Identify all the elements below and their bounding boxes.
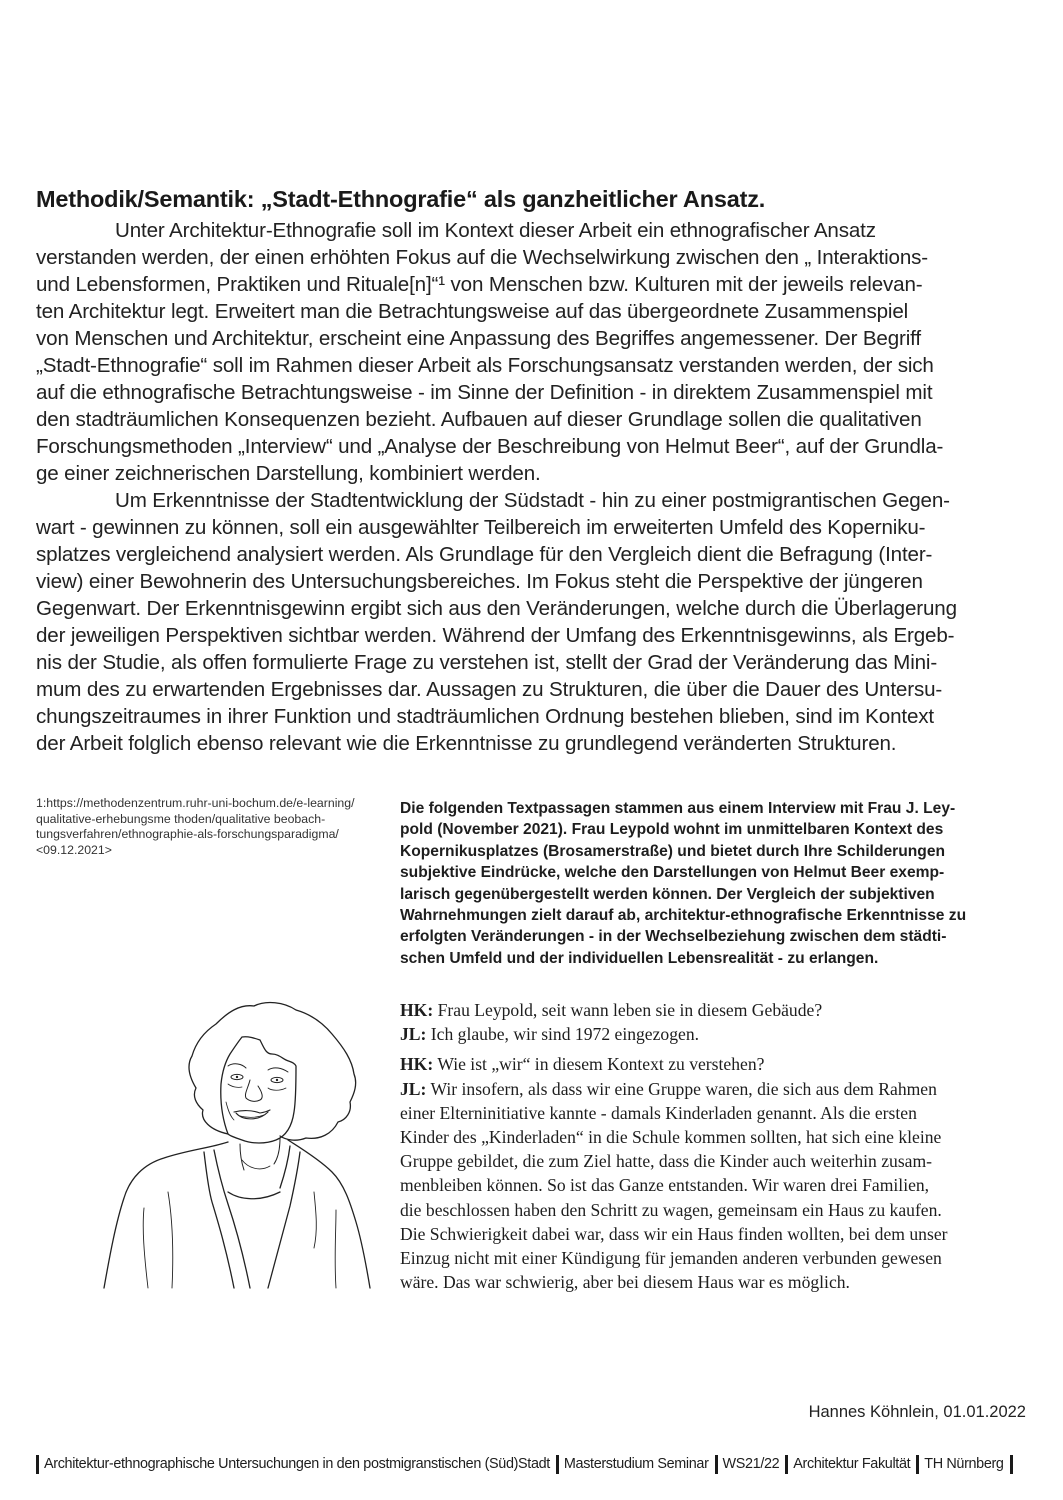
answer-text: Ich glaube, wir sind 1972 eingezogen.	[426, 1024, 700, 1045]
interview-question	[400, 1052, 1040, 1076]
footer-faculty: Architektur Fakultät	[793, 1456, 911, 1472]
body-line: verstanden werden, der einen erhöhten Fokus auf die Wechselwirkung zwischen den „ Interaktions-	[36, 246, 928, 269]
interview-intro	[400, 798, 1040, 969]
footnote-line: qualitative-erhebungsme thoden/qualitative beobach-	[36, 811, 326, 826]
divider	[36, 1455, 39, 1474]
intro-line: Wahrnehmungen zielt darauf ab, architektur-ethnografische Erkenntnisse zu	[400, 907, 967, 925]
intro-line: Die folgenden Textpassagen stammen aus einem Interview mit Frau J. Ley-	[400, 800, 956, 817]
answer-line: Einzug nicht mit einer Kündigung für jemanden anderen verbunden gewesen	[400, 1248, 942, 1269]
body-line: chungszeitraumes in ihrer Funktion und stadträumlichen Ordnung bestehen blieben, sind im Kontext	[36, 705, 934, 728]
footer-institution: TH Nürnberg	[924, 1456, 1004, 1472]
intro-line: subjektive Eindrücke, welche den Darstellungen von Helmut Beer exemp-	[400, 864, 945, 882]
intro-line: larisch gegenübergestellt werden können. Der Vergleich der subjektiven	[400, 885, 935, 903]
intro-line: pold (November 2021). Frau Leypold wohnt im unmittelbaren Kontext des	[400, 821, 944, 839]
footnote-line: 1:https://methodenzentrum.ruhr-uni-bochum.de/e-learning/	[36, 796, 355, 810]
divider	[556, 1455, 559, 1474]
body-line: ge einer zeichnerischen Darstellung, kombiniert werden.	[36, 462, 541, 485]
answer-line: die beschlossen haben den Schritt zu wagen, gemeinsam ein Haus zu kaufen.	[400, 1199, 942, 1220]
divider	[1010, 1455, 1013, 1474]
footnote	[36, 796, 396, 858]
body-line: mum des zu erwartenden Ergebnisses dar. Aussagen zu Strukturen, die über die Dauer des Untersu-	[36, 678, 943, 701]
answer-text: Wir insofern, als dass wir eine Gruppe waren, die sich aus dem Rahmen	[426, 1078, 937, 1099]
interview-exchange	[400, 998, 1040, 1046]
interview-transcript	[400, 998, 1040, 1300]
body-line: wart - gewinnen zu können, soll ein ausgewählter Teilbereich im erweiterten Umfeld des Koperniku-	[36, 516, 926, 539]
divider	[785, 1455, 788, 1474]
speaker-label: JL:	[400, 1078, 427, 1099]
footer-project-title: Architektur-ethnographische Untersuchungen in den postmigranstischen (Süd)Stadt	[44, 1456, 550, 1472]
footnote-line: tungsverfahren/ethnographie-als-forschungsparadigma/	[36, 827, 339, 841]
body-line: splatzes vergleichend analysiert werden. Als Grundlage für den Vergleich dient die Befragung (Inter-	[36, 543, 933, 566]
interview-answer	[400, 1022, 1040, 1046]
intro-line: Kopernikusplatzes (Brosamerstraße) und bietet durch Ihre Schilderungen	[400, 842, 946, 860]
body-line: Um Erkenntnisse der Stadtentwicklung der Südstadt - hin zu einer postmigrantischen Gegen-	[115, 489, 950, 512]
body-line: ten Architektur legt. Erweitert man die Betrachtungsweise auf das übergeordnete Zusammenspiel	[36, 300, 909, 323]
intro-line: erfolgten Veränderungen - in der Wechselbeziehung zwischen dem städti-	[400, 928, 947, 946]
body-line: von Menschen und Architektur, erscheint eine Anpassung des Begriffes angemessener. Der Begriff	[36, 327, 921, 350]
footnote-line: <09.12.2021>	[36, 842, 112, 857]
body-line: „Stadt-Ethnografie“ soll im Rahmen dieser Arbeit als Forschungsansatz verstanden werden, der sich	[36, 354, 934, 377]
page-footer	[36, 1452, 1018, 1476]
answer-line: einer Elterninitiative kannte - damals Kinderladen genannt. Als die ersten	[400, 1102, 917, 1123]
speaker-label: JL:	[400, 1024, 427, 1045]
speaker-label: HK:	[400, 1054, 434, 1075]
intro-line: schen Umfeld und der individuellen Lebensrealität - zu erlangen.	[400, 949, 879, 967]
interview-question	[400, 998, 1040, 1022]
interview-exchange	[400, 1052, 1040, 1294]
divider	[916, 1455, 919, 1474]
answer-line: wäre. Das war schwierig, aber bei diesem Haus war es möglich.	[400, 1272, 850, 1293]
footer-semester: WS21/22	[722, 1456, 780, 1472]
answer-line: menbleiben können. So ist das Ganze entstanden. Wir waren drei Familien,	[400, 1175, 930, 1196]
body-line: der Arbeit folglich ebenso relevant wie die Erkenntnisse zu grundlegend veränderten Strukturen.	[36, 732, 897, 755]
footer-course: Masterstudium Seminar	[563, 1456, 709, 1472]
section-title: Methodik/Semantik: „Stadt-Ethnografie“ als ganzheitlicher Ansatz.	[36, 186, 766, 212]
speaker-label: HK:	[400, 1000, 434, 1020]
question-text: Wie ist „wir“ in diesem Kontext zu verstehen?	[433, 1054, 765, 1075]
body-line: auf die ethnografische Betrachtungsweise - im Sinne der Definition - in direktem Zusammenspiel mit	[36, 381, 933, 404]
body-line: der jeweiligen Perspektiven sichtbar werden. Während der Umfang des Erkenntnisgewinns, als Ergeb-	[36, 624, 955, 647]
answer-line: Die Schwierigkeit dabei war, dass wir ein Haus finden wollten, bei dem unser	[400, 1223, 948, 1244]
interview-answer	[400, 1077, 1040, 1101]
answer-line: Gruppe gebildet, die zum Ziel hatte, dass die Kinder auch weiterhin zusam-	[400, 1151, 933, 1172]
body-line: Gegenwart. Der Erkenntnisgewinn ergibt sich aus den Veränderungen, welche durch die Überlagerung	[36, 597, 957, 620]
answer-line: Kinder des „Kinderladen“ in die Schule kommen sollten, hat sich eine kleine	[400, 1127, 942, 1148]
body-line: nis der Studie, als offen formulierte Frage zu verstehen ist, stellt der Grad der Veränderung das Mini-	[36, 651, 938, 674]
body-line: Forschungsmethoden „Interview“ und „Analyse der Beschreibung von Helmut Beer“, auf der Grundla-	[36, 435, 944, 458]
body-line: und Lebensformen, Praktiken und Rituale[n]“¹ von Menschen bzw. Kulturen mit der jeweils relevan-	[36, 273, 923, 296]
body-line: view) einer Bewohnerin des Untersuchungsbereiches. Im Fokus steht die Perspektive der jüngeren	[36, 570, 923, 593]
divider	[715, 1455, 718, 1474]
body-line: den stadträumlichen Konsequenzen bezieht. Aufbauen auf dieser Grundlage sollen die qualitativen	[36, 408, 922, 431]
portrait-drawing-icon	[100, 992, 380, 1292]
author-signature: Hannes Köhnlein, 01.01.2022	[808, 1403, 1026, 1421]
question-text: Frau Leypold, seit wann leben sie in diesem Gebäude?	[433, 1000, 823, 1020]
body-line: Unter Architektur-Ethnografie soll im Kontext dieser Arbeit ein ethnografischer Ansatz	[115, 219, 876, 242]
